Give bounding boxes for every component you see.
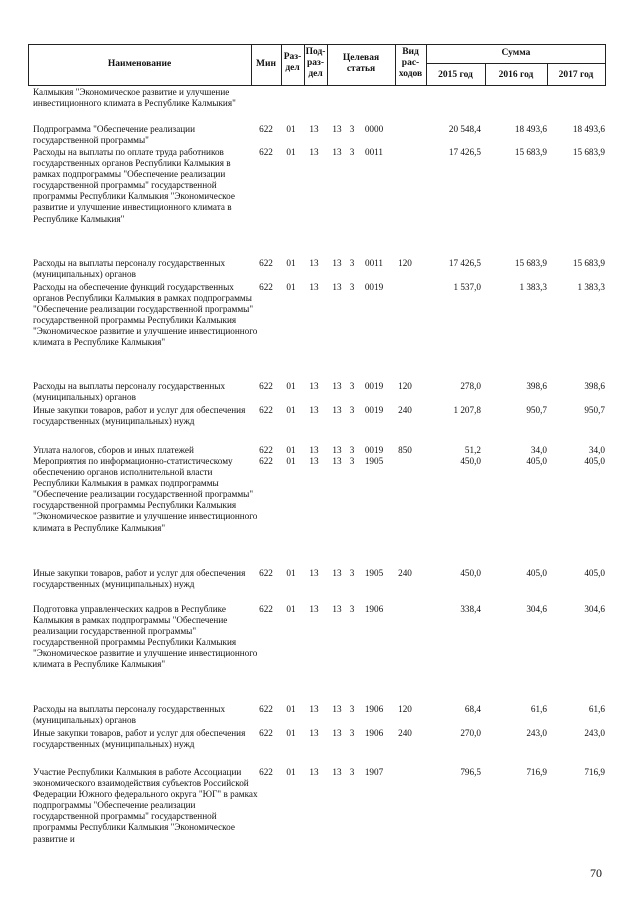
row-pr: 13 <box>309 445 319 455</box>
row-cs2: 3 <box>349 147 355 157</box>
page-number: 70 <box>590 866 602 880</box>
row-name: Калмыкия "Экономическое развитие и улучшение инвестиционного климата в Республике Калмыкия" <box>33 87 236 109</box>
row-s2016: 15 683,9 <box>514 258 547 268</box>
row-pr: 13 <box>309 767 319 777</box>
row-cs2: 3 <box>349 456 355 466</box>
row-cs2: 3 <box>349 258 355 268</box>
row-cs1: 13 <box>332 124 342 134</box>
row-s2016: 1 383,3 <box>519 282 547 292</box>
row-rz: 01 <box>286 258 296 268</box>
row-cs1: 13 <box>332 456 342 466</box>
row-pr: 13 <box>309 381 319 391</box>
row-cs2: 3 <box>349 728 355 738</box>
row-s2016: 18 493,6 <box>514 124 547 134</box>
row-s2017: 34,0 <box>588 445 605 455</box>
row-s2016: 61,6 <box>530 704 547 714</box>
row-pr: 13 <box>309 704 319 714</box>
row-cs2: 3 <box>349 604 355 614</box>
row-cs1: 13 <box>332 767 342 777</box>
row-name: Иные закупки товаров, работ и услуг для обеспечения государственных (муниципальных) нужд <box>33 568 246 590</box>
row-name: Участие Республики Калмыкия в работе Ассоциации экономического взаимодействия субъектов Российской Федерации Южного федерального округа "ЮГ" в рамках подпрограммы "Обеспечение реализации государственной программы" государственной программы Республики Калмыкия "Экономическое развитие и <box>33 767 258 844</box>
row-s2015: 1 537,0 <box>453 282 481 292</box>
row-cs3: 1905 <box>364 568 384 578</box>
row-vr: 240 <box>398 405 412 415</box>
header-razdel: Раз- дел <box>283 52 302 73</box>
row-min: 622 <box>259 405 273 415</box>
row-s2015: 450,0 <box>460 456 481 466</box>
row-s2015: 51,2 <box>464 445 481 455</box>
row-cs1: 13 <box>332 282 342 292</box>
row-pr: 13 <box>309 124 319 134</box>
row-min: 622 <box>259 147 273 157</box>
row-cs2: 3 <box>349 282 355 292</box>
row-s2016: 304,6 <box>526 604 547 614</box>
row-rz: 01 <box>286 456 296 466</box>
row-cs3: 1905 <box>364 456 384 466</box>
row-cs3: 0000 <box>364 124 384 134</box>
row-s2016: 405,0 <box>526 456 547 466</box>
row-cs2: 3 <box>349 124 355 134</box>
row-s2015: 1 207,8 <box>453 405 481 415</box>
row-s2017: 15 683,9 <box>572 147 605 157</box>
header-2017: 2017 год <box>558 70 594 80</box>
row-rz: 01 <box>286 381 296 391</box>
row-name: Мероприятия по информационно-статистическому обеспечению органов исполнительной власти Республики Калмыкия в рамках подпрограммы "Обеспечение реализации государственной программы" государственной программы Республики Калмыкия "Экономическое развитие и улучшение инвестиционного климата в Республике Калмыкия" <box>33 456 258 533</box>
header-name: Наименование <box>107 59 172 69</box>
row-s2017: 18 493,6 <box>572 124 605 134</box>
row-cs1: 13 <box>332 568 342 578</box>
row-rz: 01 <box>286 147 296 157</box>
row-s2016: 398,6 <box>526 381 547 391</box>
row-s2015: 270,0 <box>460 728 481 738</box>
row-vr: 120 <box>398 258 412 268</box>
row-cs3: 0019 <box>364 445 384 455</box>
row-pr: 13 <box>309 604 319 614</box>
header-vid: Вид рас- ходов <box>398 47 423 79</box>
row-s2016: 405,0 <box>526 568 547 578</box>
row-rz: 01 <box>286 767 296 777</box>
row-name: Подпрограмма "Обеспечение реализации государственной программы" <box>33 124 196 146</box>
row-cs3: 1906 <box>364 704 384 714</box>
row-cs2: 3 <box>349 704 355 714</box>
row-s2015: 338,4 <box>460 604 481 614</box>
row-rz: 01 <box>286 405 296 415</box>
row-cs1: 13 <box>332 258 342 268</box>
row-s2015: 17 426,5 <box>448 147 481 157</box>
row-cs1: 13 <box>332 704 342 714</box>
row-cs1: 13 <box>332 405 342 415</box>
row-pr: 13 <box>309 728 319 738</box>
row-s2015: 278,0 <box>460 381 481 391</box>
row-min: 622 <box>259 728 273 738</box>
row-s2017: 243,0 <box>584 728 605 738</box>
row-s2017: 1 383,3 <box>577 282 605 292</box>
row-s2016: 950,7 <box>526 405 547 415</box>
header-summa: Сумма <box>501 48 531 58</box>
row-s2016: 34,0 <box>530 445 547 455</box>
row-pr: 13 <box>309 147 319 157</box>
row-s2015: 450,0 <box>460 568 481 578</box>
row-name: Расходы на обеспечение функций государственных органов Республики Калмыкия в рамках подпрограммы "Обеспечение реализации государственной программы" государственной программы Республики Калмыкия "Экономическое развитие и улучшение инвестиционного климата в Республике Калмыкия" <box>33 282 258 348</box>
row-s2015: 20 548,4 <box>448 124 481 134</box>
row-cs3: 1906 <box>364 728 384 738</box>
row-name: Иные закупки товаров, работ и услуг для обеспечения государственных (муниципальных) нужд <box>33 405 246 427</box>
row-vr: 120 <box>398 381 412 391</box>
row-cs3: 0019 <box>364 381 384 391</box>
header-2016: 2016 год <box>498 70 534 80</box>
row-s2017: 15 683,9 <box>572 258 605 268</box>
row-cs3: 1907 <box>364 767 384 777</box>
table-header <box>28 44 606 86</box>
row-name: Иные закупки товаров, работ и услуг для обеспечения государственных (муниципальных) нужд <box>33 728 246 750</box>
row-s2015: 68,4 <box>464 704 481 714</box>
header-celevaya: Целевая статья <box>342 53 380 74</box>
row-cs3: 0019 <box>364 282 384 292</box>
row-min: 622 <box>259 445 273 455</box>
row-rz: 01 <box>286 445 296 455</box>
row-s2017: 405,0 <box>584 456 605 466</box>
row-min: 622 <box>259 568 273 578</box>
row-vr: 240 <box>398 568 412 578</box>
row-cs2: 3 <box>349 381 355 391</box>
row-s2015: 17 426,5 <box>448 258 481 268</box>
row-cs1: 13 <box>332 147 342 157</box>
row-cs1: 13 <box>332 604 342 614</box>
row-s2016: 243,0 <box>526 728 547 738</box>
row-min: 622 <box>259 124 273 134</box>
row-s2017: 950,7 <box>584 405 605 415</box>
row-s2017: 405,0 <box>584 568 605 578</box>
row-cs1: 13 <box>332 445 342 455</box>
row-rz: 01 <box>286 728 296 738</box>
row-s2017: 716,9 <box>584 767 605 777</box>
row-name: Расходы на выплаты персоналу государственных (муниципальных) органов <box>33 381 226 403</box>
row-rz: 01 <box>286 704 296 714</box>
row-rz: 01 <box>286 568 296 578</box>
row-cs2: 3 <box>349 767 355 777</box>
row-rz: 01 <box>286 604 296 614</box>
row-cs1: 13 <box>332 381 342 391</box>
row-min: 622 <box>259 258 273 268</box>
row-pr: 13 <box>309 282 319 292</box>
row-s2017: 398,6 <box>584 381 605 391</box>
row-min: 622 <box>259 456 273 466</box>
row-cs3: 0019 <box>364 405 384 415</box>
row-vr: 120 <box>398 704 412 714</box>
row-s2017: 304,6 <box>584 604 605 614</box>
row-pr: 13 <box>309 456 319 466</box>
row-pr: 13 <box>309 405 319 415</box>
row-name: Уплата налогов, сборов и иных платежей <box>33 445 194 455</box>
row-rz: 01 <box>286 124 296 134</box>
row-vr: 850 <box>398 445 412 455</box>
row-cs3: 1906 <box>364 604 384 614</box>
header-2015: 2015 год <box>438 70 473 80</box>
row-name: Расходы на выплаты персоналу государственных (муниципальных) органов <box>33 704 226 726</box>
row-s2015: 796,5 <box>460 767 481 777</box>
header-podrazdel: Под- раз- дел <box>305 47 326 79</box>
row-rz: 01 <box>286 282 296 292</box>
row-min: 622 <box>259 704 273 714</box>
header-min: Мин <box>256 59 276 69</box>
row-s2017: 61,6 <box>588 704 605 714</box>
row-cs2: 3 <box>349 405 355 415</box>
row-pr: 13 <box>309 258 319 268</box>
row-min: 622 <box>259 381 273 391</box>
row-vr: 240 <box>398 728 412 738</box>
row-min: 622 <box>259 767 273 777</box>
row-name: Расходы на выплаты персоналу государственных (муниципальных) органов <box>33 258 226 280</box>
row-s2016: 716,9 <box>526 767 547 777</box>
row-cs2: 3 <box>349 445 355 455</box>
row-min: 622 <box>259 604 273 614</box>
row-s2016: 15 683,9 <box>514 147 547 157</box>
row-name: Подготовка управленческих кадров в Республике Калмыкия в рамках подпрограммы "Обеспечение реализации государственной программы" государственной программы Республики Калмыкия "Экономическое развитие и улучшение инвестиционного климата в Республике Калмыкия" <box>33 604 258 670</box>
row-cs3: 0011 <box>364 258 384 268</box>
row-pr: 13 <box>309 568 319 578</box>
row-min: 622 <box>259 282 273 292</box>
row-cs3: 0011 <box>364 147 384 157</box>
row-cs1: 13 <box>332 728 342 738</box>
row-cs2: 3 <box>349 568 355 578</box>
row-name: Расходы на выплаты по оплате труда работников государственных органов Республики Калмыкия в рамках подпрограммы "Обеспечение реализации государственной программы" государственной программы Республики Калмыкия "Экономическое развитие и улучшение инвестиционного климата в Республике Калмыкия" <box>33 147 235 224</box>
